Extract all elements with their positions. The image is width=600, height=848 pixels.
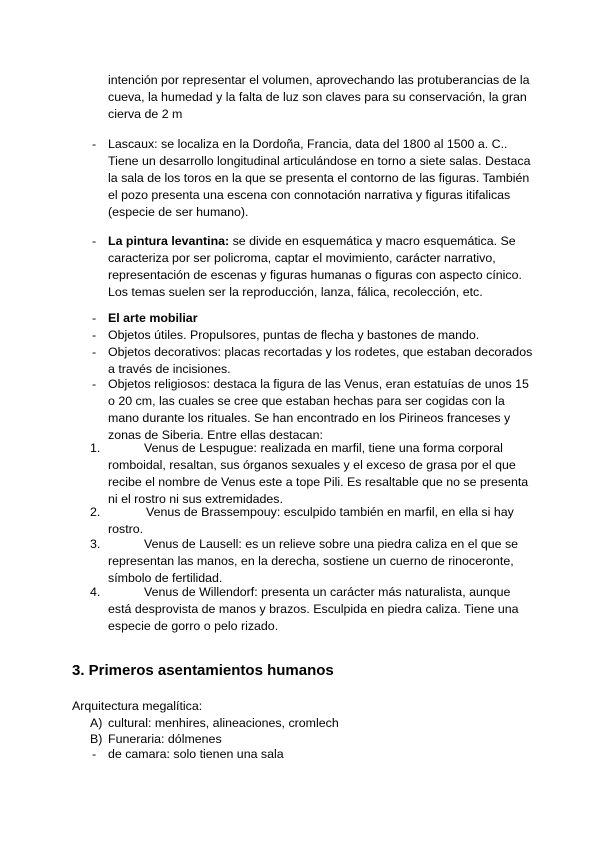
venus-item-number: 2. bbox=[90, 505, 101, 519]
venus-item-willendorf: Venus de Willendorf: presenta un carácter más naturalista, aunque está desprovista de manos y brazos. Esculpida en piedra caliza. Tiene una especie de gorro o pelo rizado. bbox=[108, 585, 519, 633]
megalithic-item-camara: de camara: solo tienen una sala bbox=[108, 747, 284, 761]
venus-item-number: 4. bbox=[90, 585, 101, 599]
megalithic-item-marker: B) bbox=[90, 732, 103, 746]
mobiliar-item-bullet: - bbox=[92, 345, 97, 359]
section-3-heading: 3. Primeros asentamientos humanos bbox=[72, 662, 334, 679]
mobiliar-heading: El arte mobiliar bbox=[108, 311, 198, 325]
megalithic-item-marker: - bbox=[92, 747, 97, 761]
megalithic-item-marker: A) bbox=[90, 716, 103, 730]
lascaux-bullet: - bbox=[92, 137, 97, 151]
mobiliar-item-utiles: Objetos útiles. Propulsores, puntas de flecha y bastones de mando. bbox=[108, 328, 480, 342]
mobiliar-item-religiosos: Objetos religiosos: destaca la figura de las Venus, eran estatuías de unos 15 o 20 cm, las cuales se cree que estaban hechas para ser cogidas con la mano durante los rituales. Se han encontrado en los Pirineos franceses y zonas de Siberia. Entre ellas destacan: bbox=[108, 377, 529, 442]
mobiliar-item-bullet: - bbox=[92, 328, 97, 342]
megalithic-item-cultural: cultural: menhires, alineaciones, cromlech bbox=[108, 716, 339, 730]
megalithic-intro: Arquitectura megalítica: bbox=[72, 699, 203, 713]
levantina-title: La pintura levantina: bbox=[108, 234, 230, 248]
venus-item-lausell: Venus de Lausell: es un relieve sobre una piedra caliza en el que se representan las manos, en la derecha, sostiene un cuerno de rinoceronte, símbolo de fertilidad. bbox=[108, 537, 519, 585]
mobiliar-heading-bullet: - bbox=[92, 311, 97, 325]
venus-item-brassempouy: Venus de Brassempouy: esculpido también en marfil, en ella si hay rostro. bbox=[108, 505, 514, 536]
levantina-bullet: - bbox=[92, 234, 97, 248]
venus-item-number: 1. bbox=[90, 441, 101, 455]
megalithic-item-funeraria: Funeraria: dólmenes bbox=[108, 732, 222, 746]
intro-paragraph: intención por representar el volumen, aprovechando las protuberancias de la cueva, la humedad y la falta de luz son claves para su conservación, la gran cierva de 2 m bbox=[108, 73, 530, 121]
levantina-paragraph bbox=[108, 233, 522, 301]
venus-item-number: 3. bbox=[90, 537, 101, 551]
lascaux-paragraph: Lascaux: se localiza en la Dordoña, Francia, data del 1800 al 1500 a. C.. Tiene un desarrollo longitudinal articulándose en torno a siete salas. Destaca la sala de los toros en la que se presenta el contorno de las figuras. También el pozo presenta una escena con connotación narrativa y figuras itifalicas (especie de ser humano). bbox=[108, 137, 531, 219]
venus-item-lespugue: Venus de Lespugue: realizada en marfil, tiene una forma corporal romboidal, resaltan, sus órganos sexuales y el exceso de grasa por el que recibe el nombre de Venus este a tope Pili. Es resaltable que no se presenta ni el rostro ni sus extremidades. bbox=[108, 441, 529, 506]
mobiliar-item-decorativos: Objetos decorativos: placas recortadas y los rodetes, que estaban decorados a través de incisiones. bbox=[108, 345, 533, 376]
levantina-text: se divide en esquemática y macro esquemática. Se caracteriza por ser policroma, captar el movimiento, carácter narrativo, representación de escenas y figuras humanas o figuras con aspecto cínico. Los temas suelen ser la reproducción, lanza, fálica, recolección, etc. bbox=[108, 234, 522, 299]
mobiliar-item-bullet: - bbox=[92, 377, 97, 391]
